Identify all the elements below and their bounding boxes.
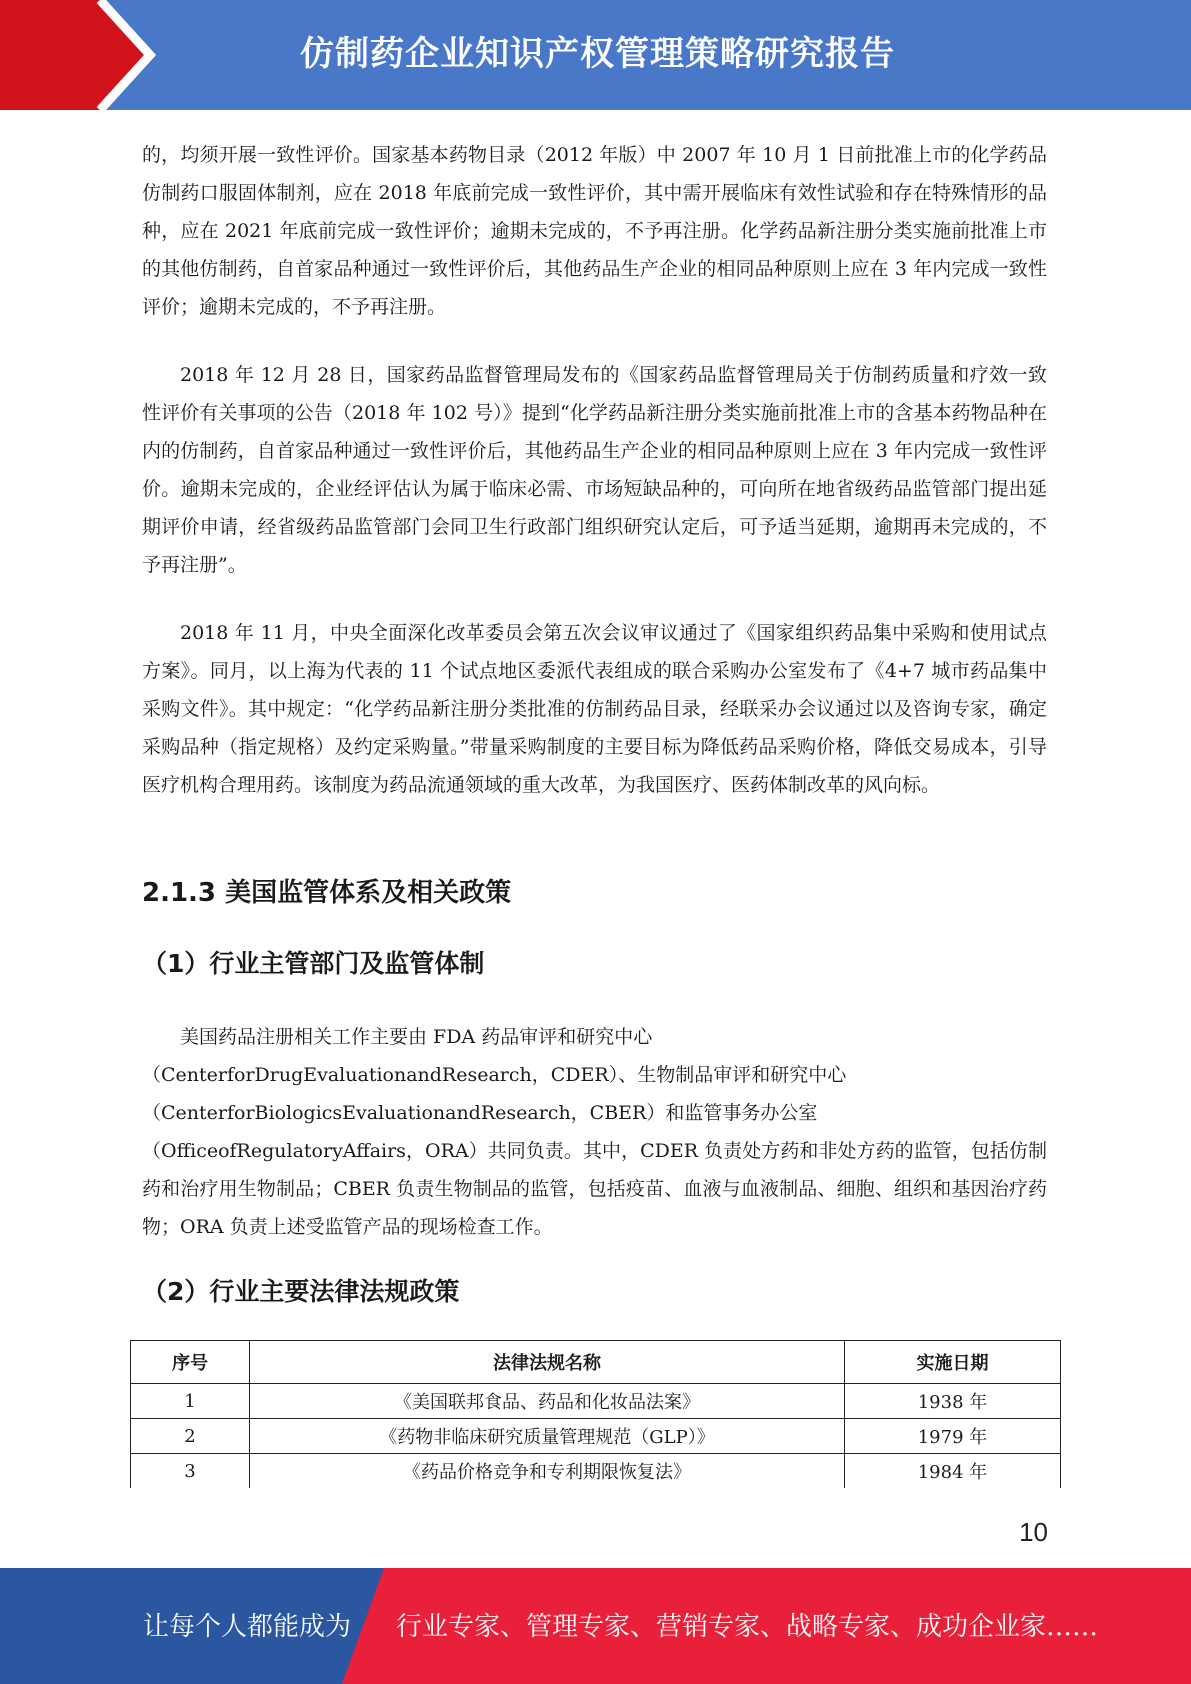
footer-slogan-right: 行业专家、管理专家、营销专家、战略专家、成功企业家…… <box>396 1612 1099 1642</box>
header-arrow-decoration <box>0 0 160 110</box>
paragraph-nmpa-announcement: 2018 年 12 月 28 日，国家药品监督管理局发布的《国家药品监督管理局关于仿制药质量和疗效一致性评价有关事项的公告（2018 年 102 号）》提到“化学药品新注册分类实施前批准上市的含基本药物品种在内的仿制药，自首家品种通过一致性评价后，其他药品生产企业的相同品种原则上应在 3 年内完成一致性评价。逾期未完成的，企业经评估认为属于临床必需、市场短缺品种的，可向所在地省级药品监管部门提出延期评价申请，经省级药品监管部门会同卫生行政部门组织研究认定后，可予适当延期，逾期再未完成的，不予再注册”。 <box>142 364 1047 576</box>
row-law-name: 《药品价格竞争和专利期限恢复法》 <box>250 1454 845 1489</box>
row-number: 3 <box>131 1454 250 1489</box>
subsection-heading-laws: （2）行业主要法律法规政策 <box>142 1277 460 1306</box>
regulators-line: （CenterforBiologicsEvaluationandResearch，CBER）和监管事务办公室 <box>142 1102 818 1124</box>
paragraph-centralized-procurement: 2018 年 11 月，中央全面深化改革委员会第五次会议审议通过了《国家组织药品集中采购和使用试点方案》。同月，以上海为代表的 11 个试点地区委派代表组成的联合采购办公室发布了《4+7 城市药品集中采购文件》。其中规定：“化学药品新注册分类批准的仿制药品目录，经联采办会议通过以及咨询专家，确定采购品种（指定规格）及约定采购量。”带量采购制度的主要目标为降低药品采购价格，降低交易成本，引导医疗机构合理用药。该制度为药品流通领域的重大改革，为我国医疗、医药体制改革的风向标。 <box>142 622 1047 796</box>
column-header-law-name: 法律法规名称 <box>250 1341 845 1384</box>
report-title: 仿制药企业知识产权管理策略研究报告 <box>300 34 895 74</box>
table-header-row <box>131 1341 1061 1384</box>
row-number: 2 <box>131 1419 250 1454</box>
row-date: 1984 年 <box>845 1454 1061 1489</box>
table-row <box>131 1454 1061 1489</box>
regulators-line: （CenterforDrugEvaluationandResearch，CDER）、生物制品审评和研究中心 <box>142 1064 847 1086</box>
regulators-paragraph <box>142 1018 1047 1246</box>
page-number: 10 <box>1019 1517 1048 1547</box>
row-law-name: 《药物非临床研究质量管理规范（GLP）》 <box>250 1419 845 1454</box>
table-row <box>131 1419 1061 1454</box>
page-footer <box>0 1568 1191 1684</box>
regulators-line: 美国药品注册相关工作主要由 FDA 药品审评和研究中心 <box>180 1026 653 1048</box>
paragraph-consistency-evaluation: 的，均须开展一致性评价。国家基本药物目录（2012 年版）中 2007 年 10 月 1 日前批准上市的化学药品仿制药口服固体制剂，应在 2018 年底前完成一致性评价，其中需开展临床有效性试验和存在特殊情形的品种，应在 2021 年底前完成一致性评价；逾期未完成的，不予再注册。化学药品新注册分类实施前批准上市的其他仿制药，自首家品种通过一致性评价后，其他药品生产企业的相同品种原则上应在 3 年内完成一致性评价；逾期未完成的，不予再注册。 <box>142 144 1047 318</box>
row-date: 1979 年 <box>845 1419 1061 1454</box>
regulators-line: （OfficeofRegulatoryAffairs，ORA）共同负责。其中，CDER 负责处方药和非处方药的监管，包括仿制药和治疗用生物制品；CBER 负责生物制品的监管，包括疫苗、血液与血液制品、细胞、组织和基因治疗药物；ORA 负责上述受监管产品的现场检查工作。 <box>142 1140 1047 1238</box>
row-law-name: 《美国联邦食品、药品和化妆品法案》 <box>250 1384 845 1419</box>
table-row <box>131 1384 1061 1419</box>
column-header-date: 实施日期 <box>845 1341 1061 1384</box>
laws-table <box>130 1340 1061 1488</box>
column-header-number: 序号 <box>131 1341 250 1384</box>
row-number: 1 <box>131 1384 250 1419</box>
section-heading: 2.1.3 美国监管体系及相关政策 <box>142 878 512 908</box>
footer-slogan-left: 让每个人都能成为 <box>143 1612 352 1642</box>
row-date: 1938 年 <box>845 1384 1061 1419</box>
page-header <box>0 0 1191 110</box>
subsection-heading-regulators: （1）行业主管部门及监管体制 <box>142 949 485 978</box>
